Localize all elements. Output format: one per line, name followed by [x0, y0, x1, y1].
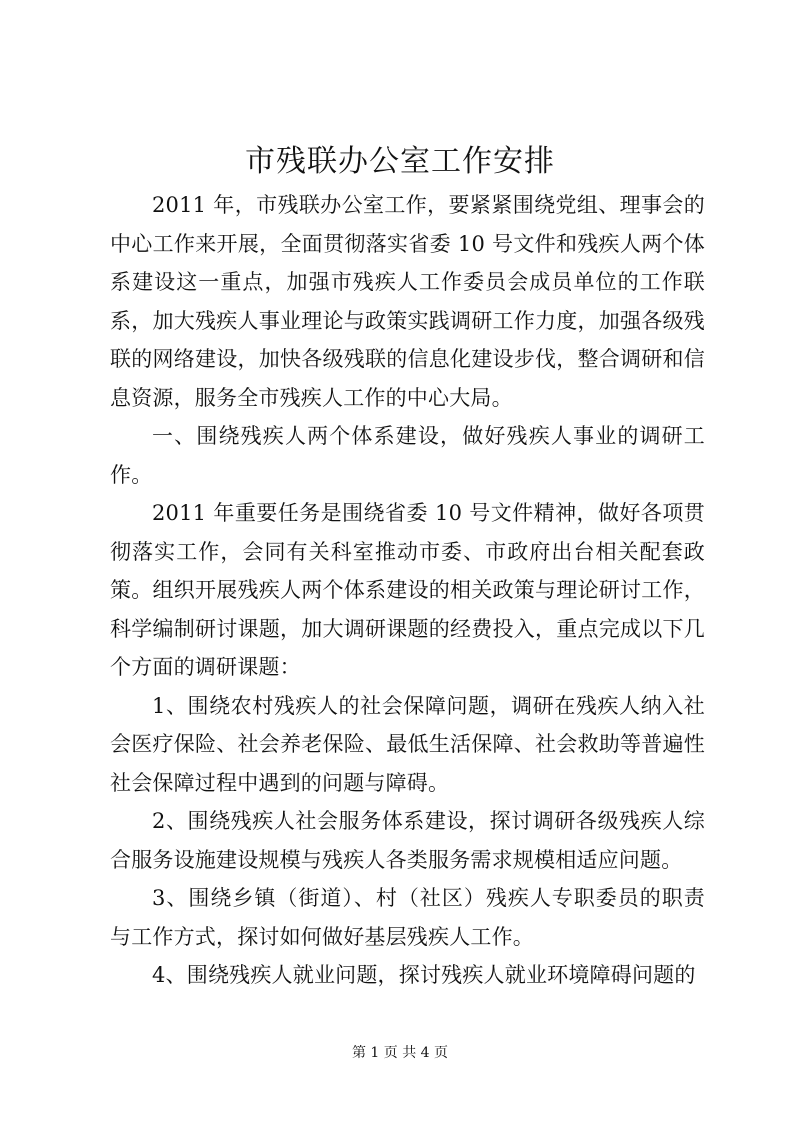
paragraph-intro: 2011 年，市残联办公室工作，要紧紧围绕党组、理事会的中心工作来开展，全面贯彻落实省委 10 号文件和残疾人两个体系建设这一重点，加强市残疾人工作委员会成员单位的工作联系，加大残疾人事业理论与政策实践调研工作力度，加强各级残联的网络建设，加快各级残联的信息化建设步伐，整合调研和信息资源，服务全市残疾人工作的中心大局。: [110, 193, 705, 410]
document-body: [110, 186, 705, 995]
list-item-3: 3、围绕乡镇（街道）、村（社区）残疾人专职委员的职责与工作方式，探讨如何做好基层残疾人工作。: [110, 886, 705, 949]
page-footer: 第 1 页 共 4 页: [351, 1045, 449, 1061]
list-item-4: 4、围绕残疾人就业问题，探讨残疾人就业环境障碍问题的: [152, 963, 696, 987]
paragraph-task: 2011 年重要任务是围绕省委 10 号文件精神，做好各项贯彻落实工作，会同有关科室推动市委、市政府出台相关配套政策。组织开展残疾人两个体系建设的相关政策与理论研讨工作，科学编制研讨课题，加大调研课题的经费投入，重点完成以下几个方面的调研课题：: [110, 501, 705, 679]
section-heading-1: 一、围绕残疾人两个体系建设，做好残疾人事业的调研工作。: [110, 424, 705, 487]
document-title: 市残联办公室工作安排: [245, 144, 555, 179]
list-item-2: 2、围绕残疾人社会服务体系建设，探讨调研各级残疾人综合服务设施建设规模与残疾人各类服务需求规模相适应问题。: [110, 809, 705, 872]
list-item-1: 1、围绕农村残疾人的社会保障问题，调研在残疾人纳入社会医疗保险、社会养老保险、最低生活保障、社会救助等普遍性社会保障过程中遇到的问题与障碍。: [110, 693, 705, 795]
